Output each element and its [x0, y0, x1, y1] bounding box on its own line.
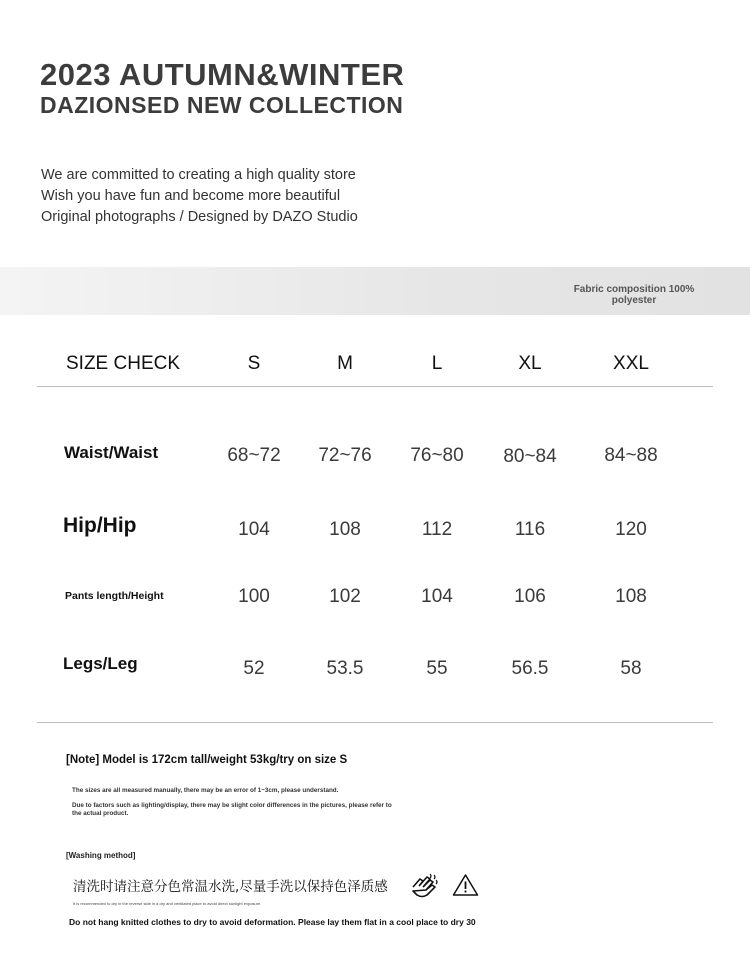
- table-cell: 53.5: [326, 658, 364, 679]
- table-cell: 112: [421, 519, 453, 540]
- fabric-line1: Fabric composition 100%: [573, 284, 695, 295]
- table-cell: 58: [620, 658, 642, 679]
- table-cell: 120: [615, 519, 647, 540]
- fabric-band: [0, 267, 750, 315]
- table-cell: 104: [238, 519, 270, 540]
- size-column-xxl: XXL: [613, 353, 649, 374]
- color-note-line1: Due to factors such as lighting/display, there may be slight color differences in the pictures, please refer to: [72, 802, 392, 809]
- table-cell: 68~72: [227, 445, 281, 466]
- size-column-m: M: [337, 353, 353, 374]
- washing-footer: Do not hang knitted clothes to dry to avoid deformation. Please lay them flat in a cool place to dry 30: [69, 917, 476, 927]
- row-label-hip: Hip/Hip: [63, 514, 137, 537]
- fabric-line2: polyester: [611, 294, 657, 306]
- hero-title: [40, 58, 404, 118]
- hand-wash-icon: [410, 871, 440, 904]
- hero-title-line2: DAZIONSED NEW COLLECTION: [40, 92, 404, 118]
- size-check-label: SIZE CHECK: [66, 353, 181, 374]
- intro-text: [41, 165, 358, 228]
- measure-note: The sizes are all measured manually, there may be an error of 1~3cm, please understand.: [72, 787, 339, 794]
- divider: [37, 722, 713, 723]
- size-column-s: S: [247, 353, 261, 374]
- warning-icon: [452, 873, 479, 902]
- table-cell: 72~76: [318, 445, 372, 466]
- table-cell: 76~80: [410, 445, 464, 466]
- table-cell: 56.5: [511, 658, 549, 679]
- washing-label: [Washing method]: [66, 851, 136, 860]
- intro-line: Wish you have fun and become more beautiful: [41, 188, 341, 204]
- table-cell: 104: [421, 586, 453, 607]
- table-cell: 100: [238, 586, 270, 607]
- washing-tiny-note: It is recommended to dry in the reverse side in a dry and ventilated place to avoid direct sunlight exposure.: [73, 901, 262, 906]
- row-label-waist: Waist/Waist: [64, 443, 159, 462]
- row-label-pants-length: Pants length/Height: [65, 590, 164, 602]
- table-cell: 80~84: [503, 446, 557, 467]
- size-column-l: L: [431, 353, 443, 374]
- table-cell: 102: [329, 586, 361, 607]
- table-cell: 52: [243, 658, 265, 679]
- table-cell: 108: [615, 586, 647, 607]
- table-cell: 108: [329, 519, 361, 540]
- size-column-xl: XL: [518, 353, 542, 374]
- table-cell: 116: [514, 519, 546, 540]
- table-cell: 106: [514, 586, 546, 607]
- table-cell: 55: [426, 658, 448, 679]
- intro-line: We are committed to creating a high quality store: [41, 167, 356, 183]
- model-note: [Note] Model is 172cm tall/weight 53kg/try on size S: [66, 754, 348, 766]
- intro-line: Original photographs / Designed by DAZO Studio: [41, 209, 358, 225]
- note-block: [66, 754, 347, 766]
- size-table-header: [37, 345, 713, 387]
- fabric-composition: [564, 285, 704, 306]
- color-note-line2: the actual product.: [72, 810, 129, 817]
- washing-instruction-cn: 清洗时请注意分色常温水洗,尽量手洗以保持色泽质感: [73, 879, 388, 895]
- hero-title-line1: 2023 AUTUMN&WINTER: [40, 57, 405, 92]
- row-label-legs: Legs/Leg: [63, 654, 138, 673]
- table-cell: 84~88: [604, 445, 658, 466]
